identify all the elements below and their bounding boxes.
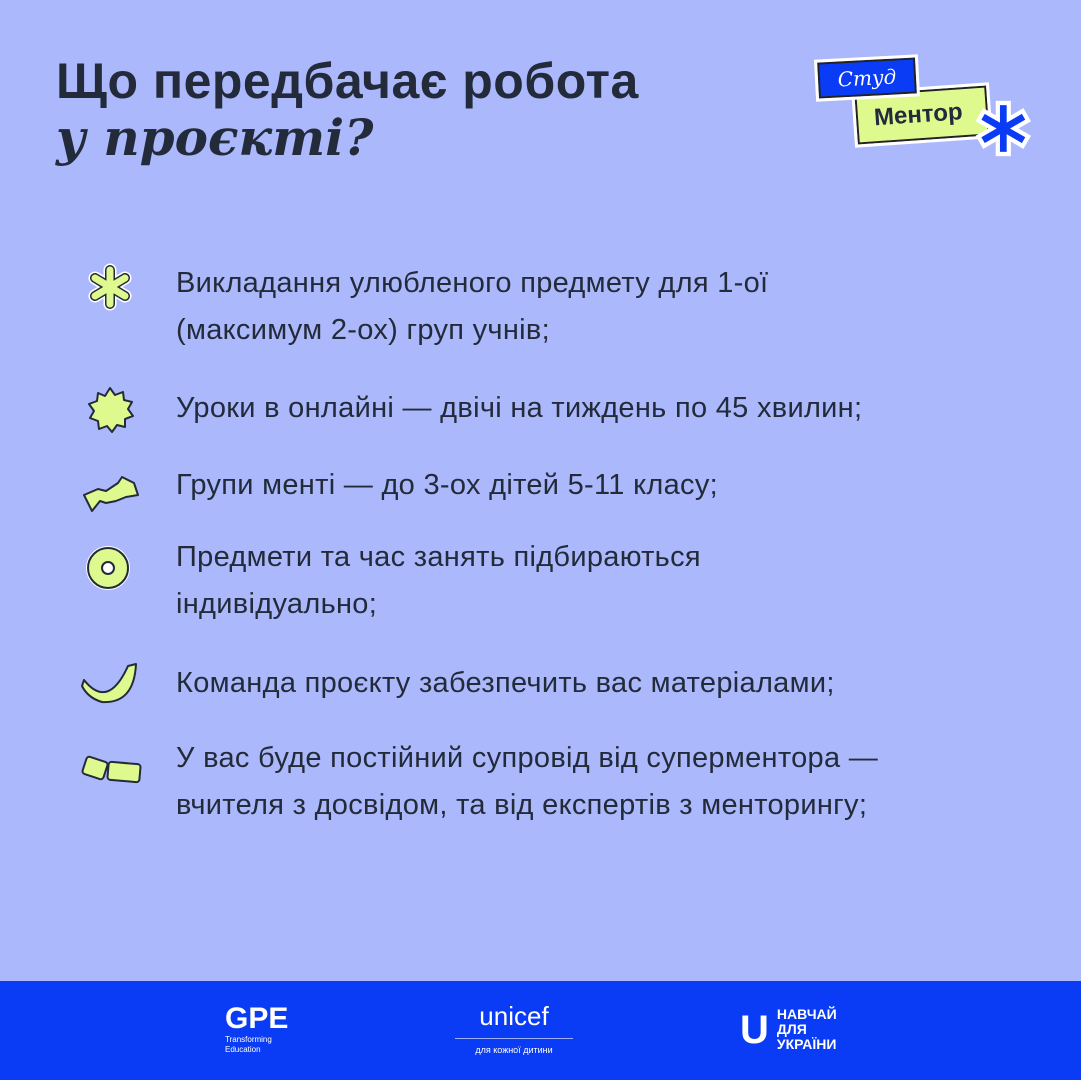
unicef-tagline: для кожної дитини xyxy=(475,1045,553,1055)
gpe-name: GPE xyxy=(225,1002,289,1035)
list-item xyxy=(176,385,862,432)
ring-icon xyxy=(78,543,142,593)
item-text: індивідуально; xyxy=(176,588,378,620)
item-text: вчителя з досвідом, та від експертів з менторингу; xyxy=(176,789,868,821)
asterisk-logo-icon: ✱ xyxy=(974,91,1033,169)
list-item xyxy=(176,260,768,354)
list-item xyxy=(176,534,701,628)
rectangles-icon xyxy=(78,745,142,795)
list-item xyxy=(176,735,878,829)
navchai-text: НАВЧАЙ xyxy=(776,1006,837,1022)
list-item xyxy=(176,462,718,509)
item-text: Групи менті — до 3-ох дітей 5-11 класу; xyxy=(176,469,718,501)
logo-mentor: Ментор xyxy=(854,85,989,144)
partners-footer xyxy=(0,981,1081,1080)
item-text: Команда проєкту забезпечить вас матеріалами; xyxy=(176,667,835,699)
navchai-logo xyxy=(740,1007,837,1053)
page-title-italic: у проєкті? xyxy=(56,108,374,167)
starburst-icon xyxy=(78,385,142,435)
unicef-name: unicef xyxy=(455,1001,573,1039)
gpe-logo xyxy=(225,1003,288,1055)
asterisk-icon xyxy=(78,262,142,312)
logo-stud: Студ xyxy=(817,57,917,98)
item-text: (максимум 2-ох) груп учнів; xyxy=(176,314,550,346)
item-text: У вас буде постійний супровід від суперментора — xyxy=(176,742,879,774)
item-text: Предмети та час занять підбираються xyxy=(176,541,701,573)
list-item xyxy=(176,660,835,707)
navchai-text: ДЛЯ xyxy=(776,1021,807,1037)
bone-shape-icon xyxy=(78,465,142,515)
item-text: Уроки в онлайні — двічі на тиждень по 45 хвилин; xyxy=(176,392,863,424)
navchai-mark-icon: U xyxy=(740,1008,769,1052)
gpe-tagline: Education xyxy=(225,1045,261,1054)
arc-icon xyxy=(78,658,142,708)
stud-mentor-logo xyxy=(806,52,1036,169)
unicef-logo xyxy=(455,1001,573,1055)
item-text: Викладання улюбленого предмету для 1-ої xyxy=(176,267,769,299)
page-title: Що передбачає робота xyxy=(56,53,639,109)
navchai-text: УКРАЇНИ xyxy=(776,1036,837,1052)
gpe-tagline: Transforming xyxy=(225,1035,272,1044)
